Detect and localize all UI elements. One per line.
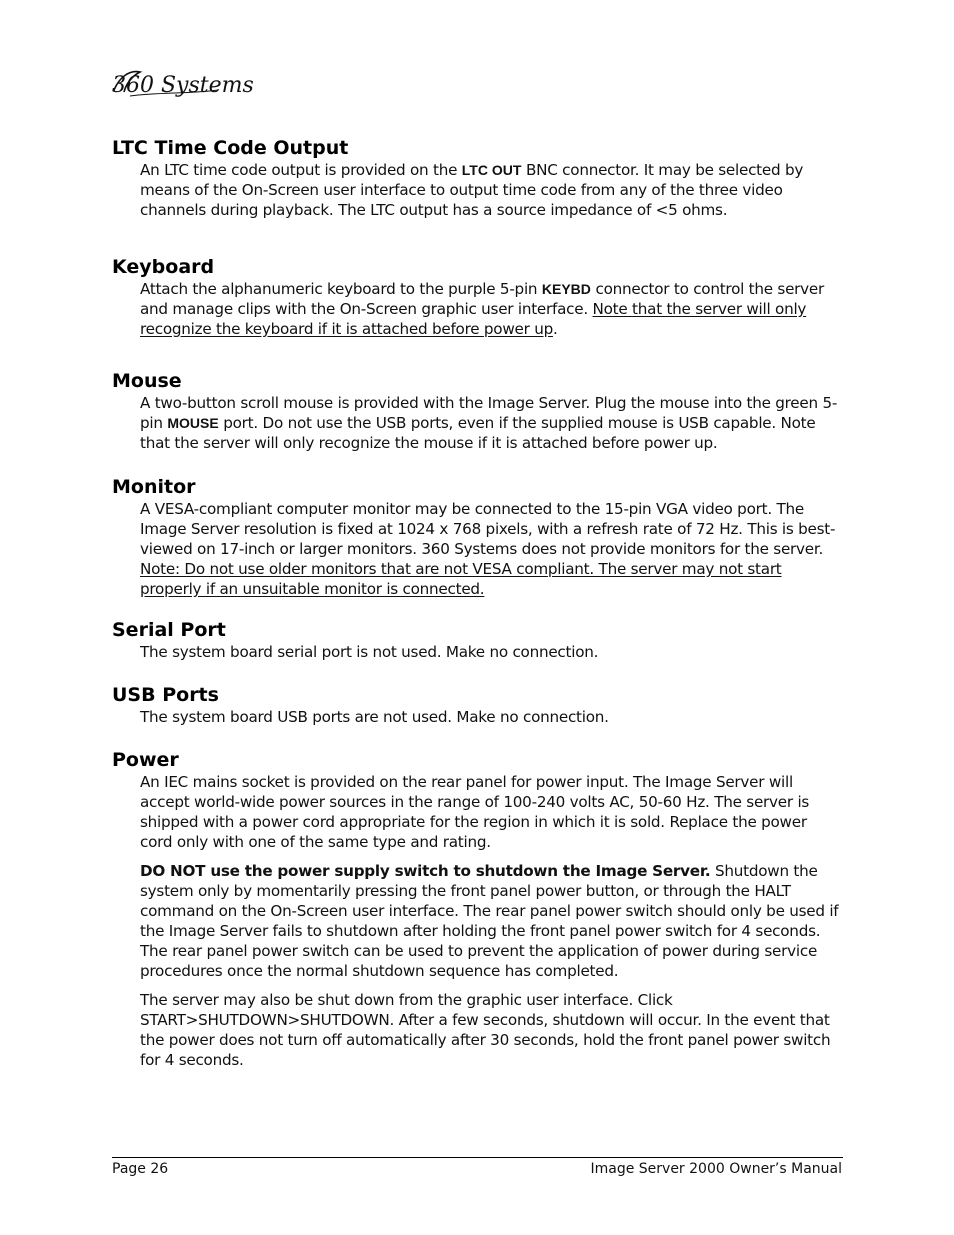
company-logo [110,62,254,102]
section-paragraph: The system board USB ports are not used. Make no connection. [140,708,609,726]
warning-text: DO NOT use the power supply switch to shutdown the Image Server. [140,862,711,880]
section-paragraph [140,861,842,981]
underlined-note: Note that the server will only recognize the keyboard if it is attached before power up [140,300,807,338]
section-heading: Serial Port [112,619,226,641]
paragraph-text: A VESA-compliant computer monitor may be connected to the 15-pin VGA video port. The Image Server resolution is fixed at 1024 x 768 pixels, with a refresh rate of 72 Hz. This is best-viewed on 17-inch or larger monitors. 360 Systems does not provide monitors for the server. [140,500,836,558]
page-number: Page 26 [112,1161,169,1177]
logo-graphic [110,62,254,102]
section-monitor [112,475,842,599]
section-ltc-time-code-output [112,136,842,220]
paragraph-text: Shutdown the system only by momentarily pressing the front panel power button, or through the HALT command on the On-Screen user interface. The rear panel power switch should only be used if the Image Server fails to shutdown after holding the front panel power switch for 4 seconds. The rear panel power switch can be used to prevent the application of power during service procedures once the normal shutdown sequence has completed. [140,862,839,980]
section-heading: Keyboard [112,256,215,278]
section-serial-port [112,618,842,662]
section-keyboard [112,255,842,339]
paragraph-text: BNC connector. It may be selected by means of the On-Screen user interface to output time code from any of the three video channels during playback. The LTC output has a source impedance of <5 ohms. [140,161,804,219]
svg-text:360 Systems: 360 Systems [112,73,254,98]
section-mouse [112,369,842,453]
section-heading: Power [112,749,179,771]
paragraph-text: . [552,320,558,338]
paragraph-text: port. Do not use the USB ports, even if the supplied mouse is USB capable. Note that the server will only recognize the mouse if it is attached before power up. [140,414,816,452]
section-paragraph [140,393,842,453]
paragraph-text: Attach the alphanumeric keyboard to the purple 5-pin [140,280,542,298]
underlined-note: Note: Do not use older monitors that are not VESA compliant. The server may not start properly if an unsuitable monitor is connected. [140,560,782,598]
connector-label-keybd: KEYBD [541,281,591,297]
section-heading: USB Ports [112,684,219,706]
manual-title: Image Server 2000 Owner’s Manual [590,1161,842,1177]
paragraph-text: An LTC time code output is provided on the [140,161,462,179]
section-paragraph: The server may also be shut down from the graphic user interface. Click START>SHUTDOWN>SHUTDOWN. After a few seconds, shutdown will occur. In the event that the power does not turn off automatically after 30 seconds, hold the front panel power switch for 4 seconds. [140,991,831,1069]
section-paragraph [140,499,842,599]
section-paragraph: The system board serial port is not used. Make no connection. [140,643,599,661]
section-heading: Mouse [112,370,182,392]
connector-label-mouse: MOUSE [167,415,219,431]
footer-divider [112,1157,843,1158]
paragraph-text: A two-button scroll mouse is provided with the Image Server. Plug the mouse into the green 5-pin [140,394,838,432]
section-paragraph: An IEC mains socket is provided on the rear panel for power input. The Image Server will accept world-wide power sources in the range of 100-240 volts AC, 50-60 Hz. The server is shipped with a power cord appropriate for the region in which it is sold. Replace the power cord only with one of the same type and rating. [140,773,810,851]
section-heading: Monitor [112,476,196,498]
section-usb-ports [112,683,842,727]
section-paragraph [140,160,842,220]
section-paragraph [140,279,842,339]
paragraph-text: connector to control the server and manage clips with the On-Screen graphic user interface. [140,280,824,318]
section-power [112,748,842,1070]
connector-label-ltc-out: LTC OUT [461,162,522,178]
section-heading: LTC Time Code Output [112,137,349,159]
